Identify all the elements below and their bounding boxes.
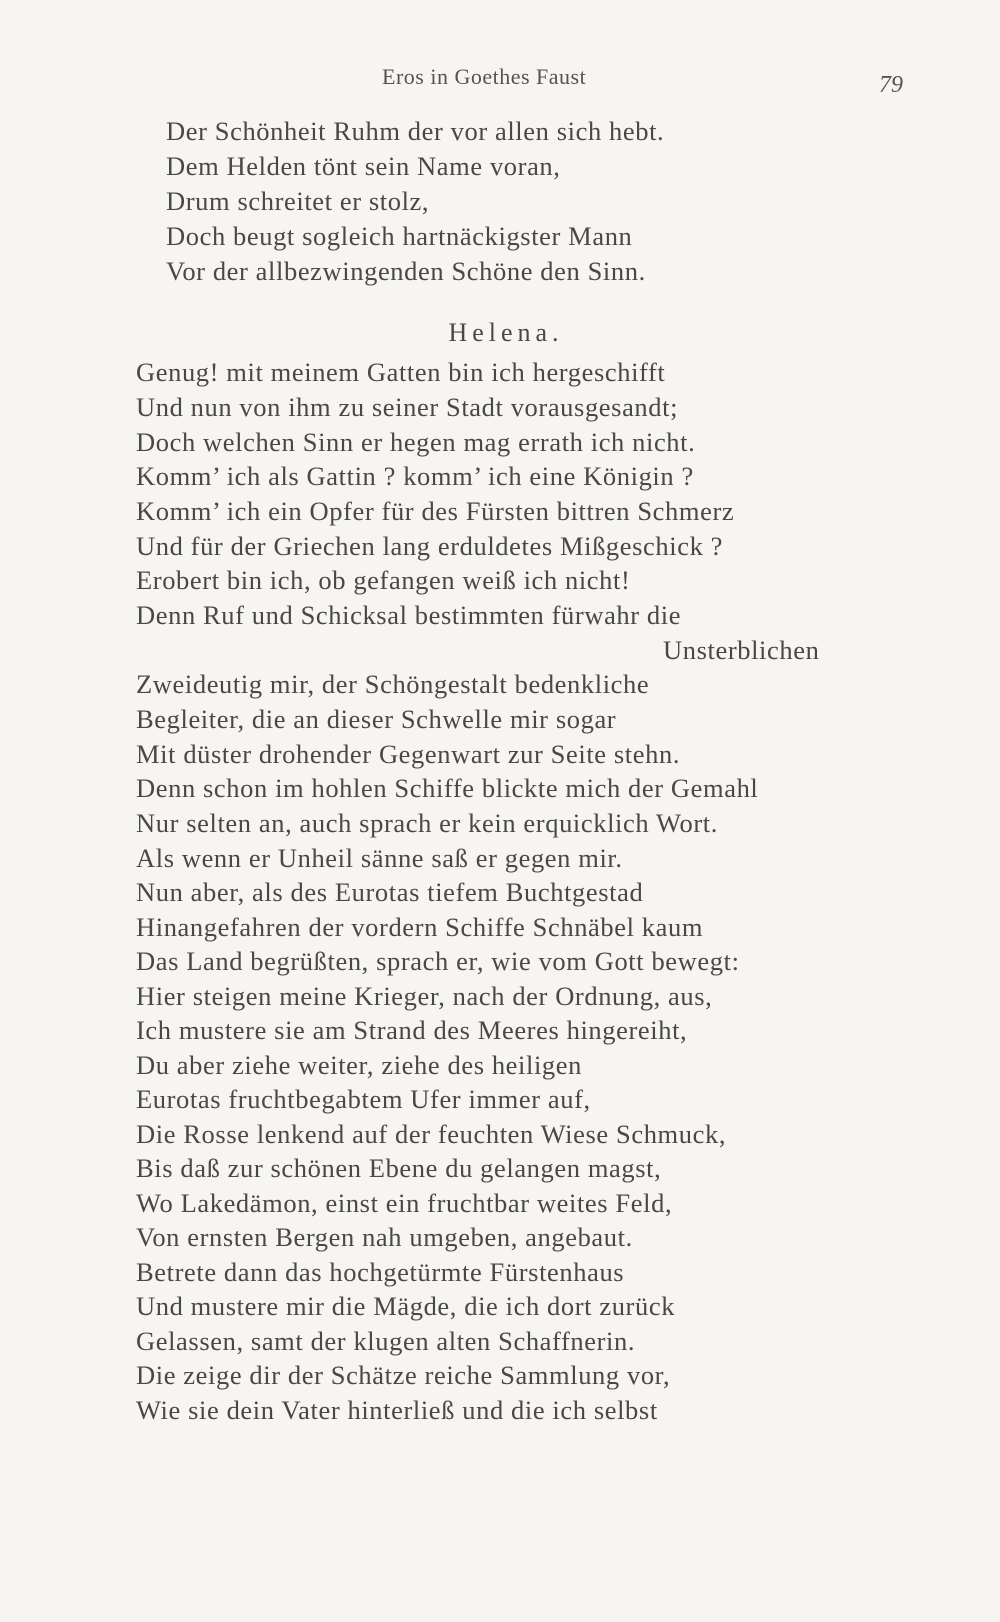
verse-line: Denn schon im hohlen Schiffe blickte mich der Gemahl bbox=[136, 773, 759, 803]
verse-line: Dem Helden tönt sein Name voran, bbox=[166, 151, 561, 181]
verse-line: Drum schreitet er stolz, bbox=[166, 186, 430, 216]
verse-line: Hinangefahren der vordern Schiffe Schnäbel kaum bbox=[136, 912, 704, 942]
verse-line: Bis daß zur schönen Ebene du gelangen magst, bbox=[136, 1153, 662, 1183]
verse-line: Und nun von ihm zu seiner Stadt vorausgesandt; bbox=[136, 392, 679, 422]
verse-line: Komm’ ich als Gattin ? komm’ ich eine Königin ? bbox=[136, 461, 694, 491]
verse-line: Gelassen, samt der klugen alten Schaffnerin. bbox=[136, 1326, 636, 1356]
verse-line: Nun aber, als des Eurotas tiefem Buchtgestad bbox=[136, 877, 644, 907]
verse-line: Vor der allbezwingenden Schöne den Sinn. bbox=[166, 256, 646, 286]
verse-line: Erobert bin ich, ob gefangen weiß ich nicht! bbox=[136, 565, 631, 595]
verse-line: Von ernsten Bergen nah umgeben, angebaut. bbox=[136, 1222, 633, 1252]
verse-line: Wie sie dein Vater hinterließ und die ich selbst bbox=[136, 1395, 658, 1425]
verse-line: Das Land begrüßten, sprach er, wie vom Gott bewegt: bbox=[136, 946, 740, 976]
page-number: 79 bbox=[879, 72, 903, 98]
verse-line: Die Rosse lenkend auf der feuchten Wiese Schmuck, bbox=[136, 1119, 727, 1149]
verse-line: Mit düster drohender Gegenwart zur Seite stehn. bbox=[136, 739, 681, 769]
verse-line: Denn Ruf und Schicksal bestimmten fürwahr die bbox=[136, 600, 682, 630]
running-head bbox=[0, 64, 1000, 98]
verse-line-continuation: Unsterblichen bbox=[663, 635, 820, 665]
verse-line: Zweideutig mir, der Schöngestalt bedenkliche bbox=[136, 669, 650, 699]
verse-line: Genug! mit meinem Gatten bin ich hergeschifft bbox=[136, 357, 666, 387]
verse-line: Die zeige dir der Schätze reiche Sammlung vor, bbox=[136, 1360, 671, 1390]
verse-line: Und mustere mir die Mägde, die ich dort zurück bbox=[136, 1291, 676, 1321]
verse-line: Doch beugt sogleich hartnäckigster Mann bbox=[166, 221, 633, 251]
verse-line: Wo Lakedämon, einst ein fruchtbar weites Feld, bbox=[136, 1188, 673, 1218]
verse-line: Doch welchen Sinn er hegen mag errath ich nicht. bbox=[136, 427, 696, 457]
verse-line: Komm’ ich ein Opfer für des Fürsten bittren Schmerz bbox=[136, 496, 735, 526]
verse-line: Als wenn er Unheil sänne saß er gegen mir. bbox=[136, 843, 623, 873]
verse-line: Und für der Griechen lang erduldetes Mißgeschick ? bbox=[136, 531, 724, 561]
verse-line: Begleiter, die an dieser Schwelle mir sogar bbox=[136, 704, 617, 734]
verse-line: Du aber ziehe weiter, ziehe des heiligen bbox=[136, 1050, 582, 1080]
running-title: Eros in Goethes Faust bbox=[382, 64, 587, 89]
speaker-name: Helena. bbox=[448, 318, 564, 347]
verse-line: Eurotas fruchtbegabtem Ufer immer auf, bbox=[136, 1084, 591, 1114]
verse-line: Betrete dann das hochgetürmte Fürstenhaus bbox=[136, 1257, 625, 1287]
verse-line: Nur selten an, auch sprach er kein erquicklich Wort. bbox=[136, 808, 718, 838]
verse-line: Der Schönheit Ruhm der vor allen sich hebt. bbox=[166, 116, 665, 146]
verse-line: Ich mustere sie am Strand des Meeres hingereiht, bbox=[136, 1015, 688, 1045]
verse-line: Hier steigen meine Krieger, nach der Ordnung, aus, bbox=[136, 981, 713, 1011]
